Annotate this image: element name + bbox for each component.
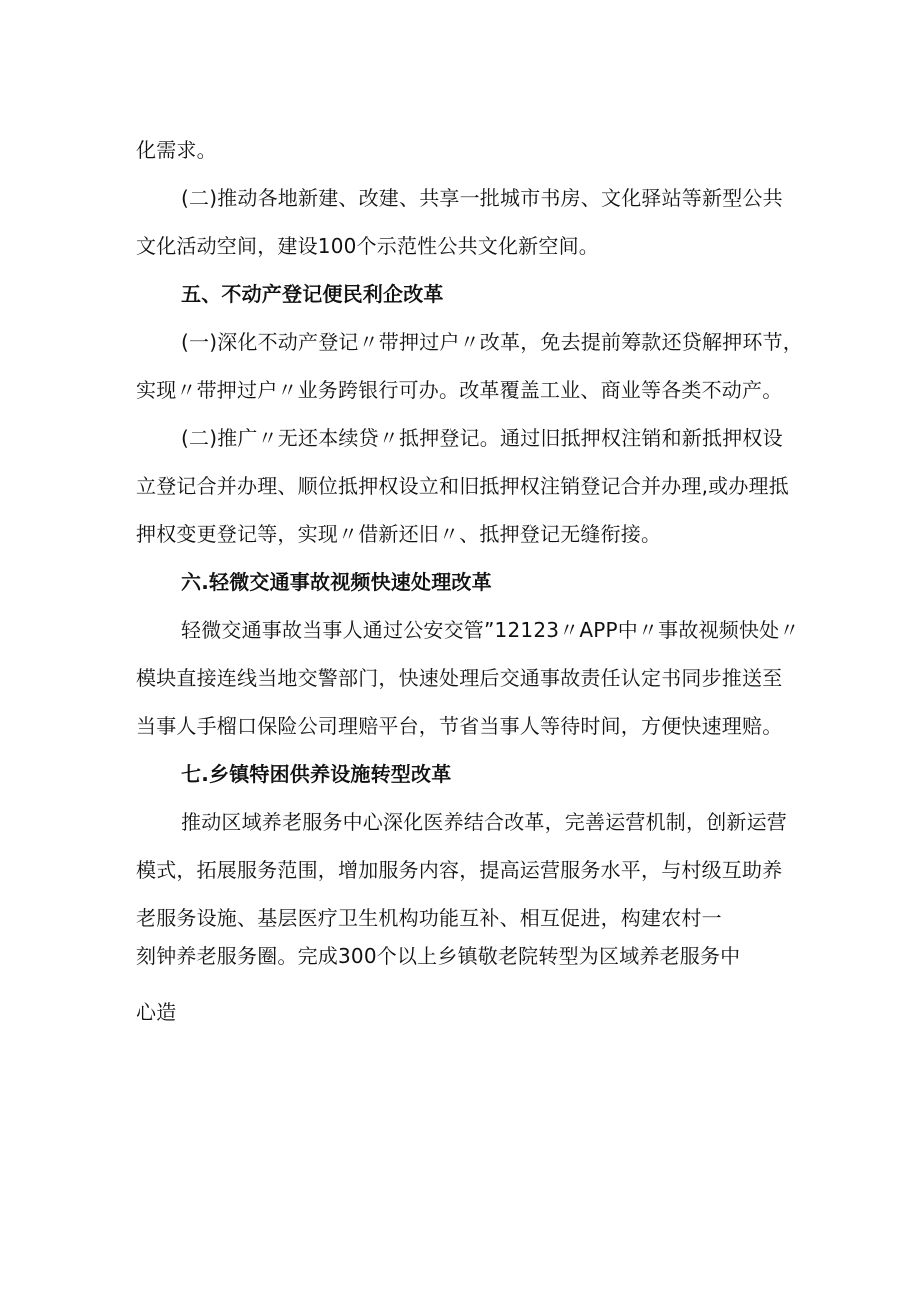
paragraph-line: 立登记合并办理、顺位抵押权设立和旧抵押权注销登记合并办理,或办理抵 <box>136 474 789 498</box>
paragraph-line: 押权变更登记等，实现〃借新还旧〃、抵押登记无缝衔接。 <box>136 522 662 546</box>
paragraph-line: 老服务设施、基层医疗卫生机构功能互补、相互促进，构建农村一 <box>136 906 722 930</box>
paragraph-line: 文化活动空间，建设100个示范性公共文化新空间。 <box>136 234 599 258</box>
paragraph-line: 实现〃带押过户〃业务跨银行可办。改革覆盖工业、商业等各类不动产。 <box>136 378 783 402</box>
paragraph-line: 当事人手榴口保险公司理赔平台，节省当事人等待时间，方便快速理赔。 <box>136 714 783 738</box>
paragraph-line: (二)推广〃无还本续贷〃抵押登记。通过旧抵押权注销和新抵押权设 <box>181 426 783 450</box>
section-heading: 五、不动产登记便民利企改革 <box>181 282 444 306</box>
paragraph-line: 轻微交通事故当事人通过公安交管”12123〃APP中〃事故视频快处〃 <box>181 618 800 642</box>
paragraph-line: 模块直接连线当地交警部门，快速处理后交通事故责任认定书同步推送至 <box>136 666 783 690</box>
paragraph-line: (二)推动各地新建、改建、共享一批城市书房、文化驿站等新型公共 <box>181 186 783 210</box>
section-heading: 七.乡镇特困供养设施转型改革 <box>181 762 452 786</box>
paragraph-line: 化需求。 <box>136 138 217 162</box>
paragraph-line: 心造 <box>136 1000 177 1024</box>
paragraph-line: 刻钟养老服务圈。完成300个以上乡镇敬老院转型为区域养老服务中 <box>136 944 741 968</box>
paragraph-line: (一)深化不动产登记〃带押过户〃改革，免去提前筹款还贷解押环节， <box>181 330 804 354</box>
paragraph-line: 模式，拓展服务范围，增加服务内容，提高运营服务水平，与村级互助养 <box>136 858 783 882</box>
paragraph-line: 推动区域养老服务中心深化医养结合改革，完善运营机制，创新运营 <box>181 810 787 834</box>
section-heading: 六.轻微交通事故视频快速处理改革 <box>181 570 492 594</box>
